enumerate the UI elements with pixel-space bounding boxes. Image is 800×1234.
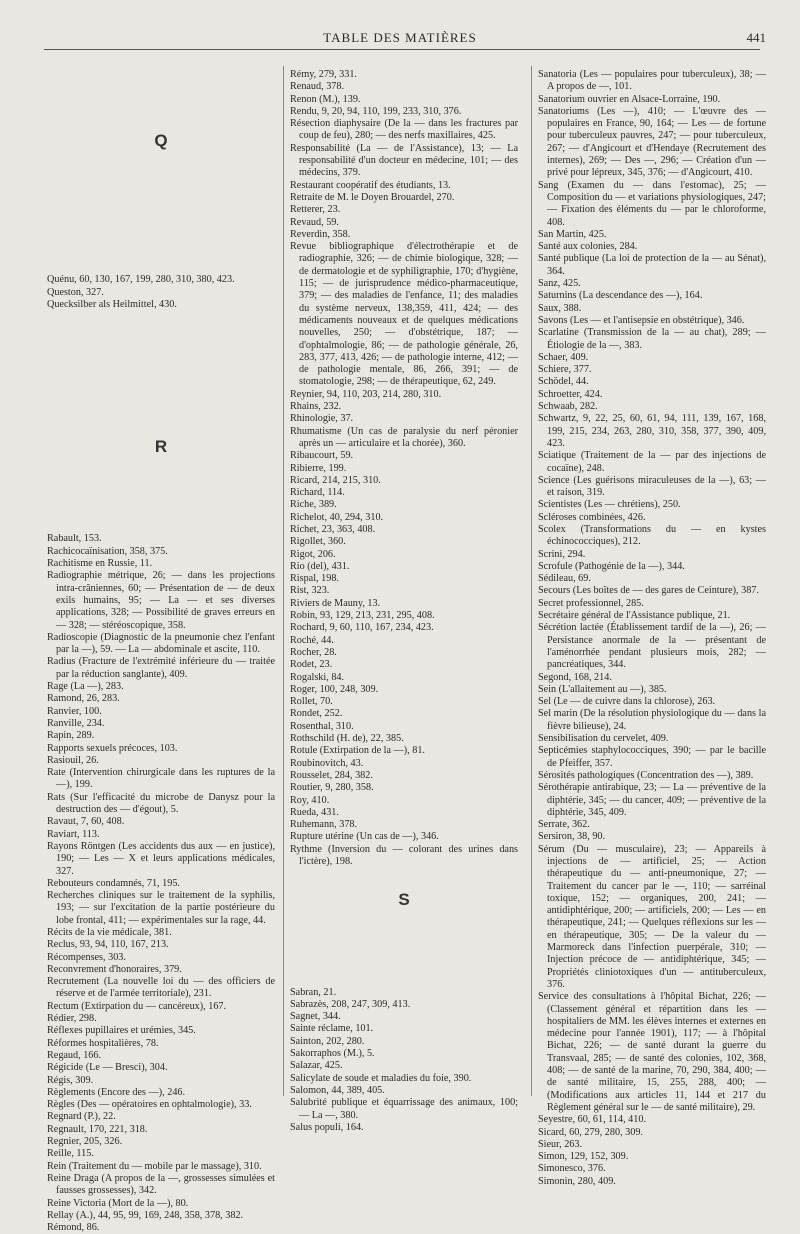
index-entry: Routier, 9, 280, 358. bbox=[290, 782, 374, 794]
section-letter-s: S bbox=[398, 890, 410, 910]
entry-list-r-continued bbox=[290, 69, 518, 868]
index-entry: Rate (Intervention chirurgicale dans les ruptures de la —), 199. bbox=[47, 767, 275, 791]
index-entry: Schwaab, 282. bbox=[538, 401, 598, 413]
index-entry: Rotule (Extirpation de la —), 81. bbox=[290, 745, 425, 757]
index-entry: Schiere, 377. bbox=[538, 364, 592, 376]
index-entry: Sabran, 21. bbox=[290, 986, 337, 998]
index-entry: Rachicocaïnisation, 358, 375. bbox=[47, 545, 168, 557]
index-entry: Santé aux colonies, 284. bbox=[538, 241, 638, 253]
index-entry: Ruhemann, 378. bbox=[290, 819, 358, 831]
index-entry: Scientistes (Les — chrétiens), 250. bbox=[538, 499, 681, 511]
index-entry: Radioscopie (Diagnostic de la pneumonie chez l'enfant par la —), 59. — La — abdominale et ascite, 110. bbox=[47, 631, 275, 656]
index-entry: Serrate, 362. bbox=[538, 819, 590, 831]
index-entry: Richelot, 40, 294, 310. bbox=[290, 511, 384, 523]
index-entry: Rats (Sur l'efficacité du microbe de Danysz pour la destruction des — d'égout), 5. bbox=[47, 791, 275, 816]
index-entry: Responsabilité (La — de l'Assistance), 13; — La responsabilité d'un docteur en médecine, 101; — des médecins, 379. bbox=[290, 142, 518, 179]
index-entry: Roger, 100, 248, 309. bbox=[290, 683, 379, 695]
index-entry: Rémy, 279, 331. bbox=[290, 69, 357, 80]
index-entry: Rousselet, 284, 382. bbox=[290, 769, 373, 781]
index-entry: Rodet, 23. bbox=[290, 659, 333, 671]
index-entry: Sanatoriums (Les —), 410; — L'œuvre des — populaires en France, 90, 164; — Les — de fortune pour tuberculeux pauvres, 247; — pour tuberculeux, 267; — d'Angicourt et d'Hendaye (Recrutement des internes), 269; — Des —, 296; — Création d'un — privé pour lépreux, 345, 376; — d'Angicourt, 410. bbox=[538, 105, 766, 179]
index-entry: Salus populi, 164. bbox=[290, 1121, 364, 1133]
index-entry: Rigot, 206. bbox=[290, 548, 336, 560]
index-entry: Salazar, 425. bbox=[290, 1060, 343, 1072]
index-entry: Radius (Fracture de l'extrémité inférieure du — traitée par la réduction sanglante), 409. bbox=[47, 656, 275, 680]
index-entry: Rédier, 298. bbox=[47, 1013, 97, 1025]
index-entry: Rueda, 431. bbox=[290, 806, 339, 818]
index-entry: Rémond, 86. bbox=[47, 1222, 100, 1234]
index-entry: Rispal, 198. bbox=[290, 573, 339, 585]
index-entry: Roché, 44. bbox=[290, 634, 334, 646]
index-entry: Schroetter, 424. bbox=[538, 388, 603, 400]
index-entry: Rhinologie, 37. bbox=[290, 413, 354, 425]
index-entry: Regaud, 166. bbox=[47, 1049, 102, 1061]
index-entry: Ranville, 234. bbox=[47, 717, 105, 729]
index-entry: Sakorraphos (M.), 5. bbox=[290, 1048, 375, 1060]
index-entry: Schödel, 44. bbox=[538, 376, 589, 388]
index-entry: Rythme (Inversion du — colorant des urines dans l'ictère), 198. bbox=[290, 843, 518, 867]
entry-list-s-continued bbox=[538, 69, 766, 1188]
index-entry: Rellay (A.), 44, 95, 99, 169, 248, 358, 378, 382. bbox=[47, 1209, 244, 1221]
column-divider bbox=[283, 66, 284, 1096]
index-entry: Regnault, 170, 221, 318. bbox=[47, 1123, 148, 1135]
index-entry: Segond, 168, 214. bbox=[538, 671, 612, 683]
index-entry: Rhumatisme (Un cas de paralysie du nerf péronier après un — articulaire et la chorée), 360. bbox=[290, 425, 518, 449]
index-entry: Rabault, 153. bbox=[47, 533, 102, 545]
index-entry: Sérum (Du — musculaire), 23; — Appareils à injections de — artificiel, 25; — Action thérapeutique du — anti-pneumonique, 27; — Traitement du cancer par le —, 110; — sarréinal toxique, 152; — organiques, 200, 241; — antidiphtérique, 200; — artificiels, 200; — Les — en thérapeutique, 241; — Quelques réflexions sur les — en thérapeutique, 305; — De la valeur du — Marmoreck dans l'infection puerpérale, 310; — Injection précoce de — antidiphtérique, 345; — Propriétés cliniotoxiques d'un — antituberculeux, 376. bbox=[538, 843, 766, 990]
index-entry: Secours (Les boîtes de — des gares de Ceinture), 387. bbox=[538, 585, 759, 597]
index-entry: Rosenthal, 310. bbox=[290, 720, 354, 732]
index-entry: Rasiouil, 26. bbox=[47, 754, 99, 766]
index-entry: Renaud, 378. bbox=[290, 81, 345, 93]
index-entry: Roubinovitch, 43. bbox=[290, 757, 364, 769]
index-entry: Roy, 410. bbox=[290, 794, 330, 806]
index-entry: Simonin, 280, 409. bbox=[538, 1175, 616, 1187]
section-letter-q: Q bbox=[154, 131, 168, 150]
index-entry: Santé publique (La loi de protection de la — au Sénat), 364. bbox=[538, 253, 766, 277]
index-entry: Richet, 23, 363, 408. bbox=[290, 523, 376, 535]
index-entry: Richard, 114. bbox=[290, 487, 345, 499]
index-entry: Raviart, 113. bbox=[47, 828, 100, 840]
index-entry: Résection diaphysaire (De la — dans les fractures par coup de feu), 280; — des nerfs maxillaires, 425. bbox=[290, 118, 518, 142]
index-entry: Rondet, 252. bbox=[290, 708, 343, 720]
index-entry: Schwartz, 9, 22, 25, 60, 61, 94, 111, 139, 167, 168, 199, 215, 234, 263, 280, 310, 358, 377, 390, 409, 423. bbox=[538, 413, 766, 449]
index-entry: Revaud, 59. bbox=[290, 216, 339, 228]
column-divider bbox=[531, 66, 532, 1096]
index-entry: Sainton, 202, 280. bbox=[290, 1035, 365, 1047]
entry-list-r bbox=[47, 533, 275, 1234]
index-entry: Ricard, 214, 215, 310. bbox=[290, 474, 381, 486]
index-entry: Rogalski, 84. bbox=[290, 671, 345, 683]
index-entry: Scrofule (Pathogénie de la —), 344. bbox=[538, 560, 685, 572]
index-entry: Service des consultations à l'hôpital Bichat, 226; — (Classement général et répartition dans les — hospitaliers de MM. les élèves internes et externes en médecine pour l'année 1901), 117; — à l'hôpital Bichat, 226; — de santé durant la guerre du Transvaal, 285; — de santé des colonies, 102, 368, 408; — de santé de la marine, 70, 290, 384, 400; — de santé militaire, 15, 255, 288, 400; — (Modifications aux articles 11, 144 et 217 du Règlement général sur le — de santé militaire), 29. bbox=[538, 991, 766, 1113]
index-column-1 bbox=[47, 69, 275, 1234]
index-entry: Radiographie métrique, 26; — dans les projections intra-crâniennes, 60; — Présentation de — de deux exils humains, 95; — La — et ses diverses applications, 328; — Possibilité de graves erreurs en — 328; — stéréoscopique, 358. bbox=[47, 570, 275, 631]
index-entry: Reine Draga (A propos de la —, grossesses simulées et fausses grossesses), 342. bbox=[47, 1172, 275, 1197]
index-entry: Reine Victoria (Mort de la —), 80. bbox=[47, 1197, 189, 1209]
index-entry: Rigollet, 360. bbox=[290, 536, 346, 548]
index-entry: Ravaut, 7, 60, 408. bbox=[47, 816, 125, 828]
index-entry: Robin, 93, 129, 213, 231, 295, 408. bbox=[290, 610, 435, 622]
index-entry: Sciatique (Traitement de la — par des injections de cocaïne), 248. bbox=[538, 450, 766, 474]
index-entry: Reynier, 94, 110, 203, 214, 280, 310. bbox=[290, 388, 442, 400]
index-entry: Sérosités pathologiques (Concentration des —), 389. bbox=[538, 769, 754, 781]
index-entry: Secrétaire général de l'Assistance publique, 21. bbox=[538, 610, 731, 622]
index-entry: Sensibilisation du cervelet, 409. bbox=[538, 733, 669, 745]
index-entry: Réformes hospitalières, 78. bbox=[47, 1037, 159, 1049]
index-entry: Salubrité publique et équarrissage des animaux, 100; — La —, 380. bbox=[290, 1097, 518, 1121]
index-entry: Sicard, 60, 279, 280, 309. bbox=[538, 1126, 643, 1138]
index-entry: Reille, 115. bbox=[47, 1148, 94, 1160]
index-entry: Seyestre, 60, 61, 114, 410. bbox=[538, 1114, 646, 1126]
index-entry: Savons (Les — et l'antisepsie en obstétrique), 346. bbox=[538, 314, 745, 326]
index-entry: Retterer, 23. bbox=[290, 204, 341, 216]
index-entry: Simon, 129, 152, 309. bbox=[538, 1151, 629, 1163]
index-entry: Sérothérapie antirabique, 23; — La — préventive de la diphtérie, 345; — du cancer, 409; — préventive de la diphtérie, 345, 409. bbox=[538, 782, 766, 818]
index-entry: Rocher, 28. bbox=[290, 646, 337, 658]
index-entry: Rothschild (H. de), 22, 385. bbox=[290, 733, 404, 745]
index-entry: Rendu, 9, 20, 94, 110, 199, 233, 310, 376. bbox=[290, 105, 462, 117]
section-letter-r: R bbox=[154, 437, 168, 457]
index-entry: Quénu, 60, 130, 167, 199, 280, 310, 380, 423. bbox=[47, 274, 235, 286]
index-entry: Rist, 323. bbox=[290, 585, 330, 597]
index-entry: Regnard (P.), 22. bbox=[47, 1111, 116, 1123]
index-entry: Recrutement (La nouvelle loi du — des officiers de réserve et de l'armée territoriale), 231. bbox=[47, 976, 275, 1000]
index-entry: Rollet, 70. bbox=[290, 696, 333, 708]
page-number: 441 bbox=[746, 30, 766, 45]
index-entry: Queston, 327. bbox=[47, 286, 104, 298]
entry-list-s bbox=[290, 987, 518, 1135]
index-entry: Sanatorium ouvrier en Alsace-Lorraine, 190. bbox=[538, 93, 721, 105]
index-entry: Sersiron, 38, 90. bbox=[538, 831, 606, 843]
index-column-2 bbox=[290, 69, 518, 1134]
index-entry: Sabrazès, 208, 247, 309, 413. bbox=[290, 998, 411, 1010]
index-entry: Scarlatine (Transmission de la — au chat), 289; — Étiologie de la —, 383. bbox=[538, 327, 766, 351]
index-entry: Sieur, 263. bbox=[538, 1138, 583, 1150]
index-entry: Septicémies staphylococciques, 390; — par le bacille de Pfeiffer, 357. bbox=[538, 745, 766, 769]
index-entry: Ramond, 26, 283. bbox=[47, 693, 120, 705]
index-entry: Scrini, 294. bbox=[538, 548, 586, 560]
index-entry: Régicide (Le — Bresci), 304. bbox=[47, 1062, 168, 1074]
index-entry: Renon (M.), 139. bbox=[290, 93, 361, 105]
index-entry: Rein (Traitement du — mobile par le massage), 310. bbox=[47, 1160, 262, 1172]
index-entry: Revue bibliographique d'électrothérapie et de radiographie, 326; — de chimie biologique, 328; — de dermatologie et de syphiligraphie, 170; d'hygiène, 115; — de jurisprudence médico-pharmaceutique, 379; — des maladies de l'enfance, 11; des maladies du système nerveux, 138,359, 411, 424; — des médicaments nouveaux et de quelques médications nouvelles, 250; — d'obstétrique, 187; — d'ophtalmologie, 86; — de pathologie générale, 26, 283, 377, 413, 426; — de pathologie interne, 412; — de pathologie mentale, 86, 266, 391; — de stomatologie, 298; — de thérapeutique, 62, 249. bbox=[290, 241, 518, 388]
index-entry: Rage (La —), 283. bbox=[47, 681, 124, 693]
index-entry: Règlements (Encore des —), 246. bbox=[47, 1086, 186, 1098]
index-entry: Sédileau, 69. bbox=[538, 573, 591, 585]
index-entry: Saux, 388. bbox=[538, 302, 582, 314]
index-entry: Rochard, 9, 60, 110, 167, 234, 423. bbox=[290, 622, 434, 634]
index-entry: Recherches cliniques sur le traitement de la syphilis, 193; — sur l'excitation de la partie postérieure du lobe frontal, 411; — expérimentales sur la rage, 44. bbox=[47, 890, 275, 926]
index-entry: Rupture utérine (Un cas de —), 346. bbox=[290, 831, 439, 843]
index-entry: Récits de la vie médicale, 381. bbox=[47, 926, 172, 938]
index-entry: Scléroses combinées, 426. bbox=[538, 511, 646, 523]
index-entry: Saturnins (La descendance des —), 164. bbox=[538, 290, 703, 302]
index-entry: Rectum (Extirpation du — cancéreux), 167. bbox=[47, 1000, 227, 1012]
index-entry: Sel (Le — de cuivre dans la chlorose), 263. bbox=[538, 696, 716, 708]
index-entry: Salicylate de soude et maladies du foie, 390. bbox=[290, 1072, 472, 1084]
index-entry: Sang (Examen du — dans l'estomac), 25; — Composition du — et variations physiologiques, 247; — Fixation des éléments du — par le chloroforme, 408. bbox=[538, 179, 766, 228]
index-entry: Réflexes pupillaires et urémies, 345. bbox=[47, 1025, 196, 1037]
index-entry: Sel marin (De la résolution physiologique du — dans la fièvre bilieuse), 24. bbox=[538, 708, 766, 732]
index-entry: Riviers de Mauny, 13. bbox=[290, 597, 381, 609]
index-entry: San Martin, 425. bbox=[538, 228, 607, 240]
index-entry: Sanatoria (Les — populaires pour tuberculeux), 38; — A propos de —, 101. bbox=[538, 69, 766, 93]
index-entry: Ranvier, 100. bbox=[47, 705, 102, 717]
page-header-title: TABLE DES MATIÈRES bbox=[323, 30, 477, 45]
index-entry: Rapin, 289. bbox=[47, 730, 95, 742]
index-entry: Sagnet, 344. bbox=[290, 1011, 341, 1023]
index-entry: Scolex (Transformations du — en kystes échinococciques), 212. bbox=[538, 523, 766, 548]
index-entry: Sanz, 425. bbox=[538, 278, 581, 290]
index-entry: Retraite de M. le Doyen Brouardel, 270. bbox=[290, 191, 455, 203]
index-entry: Schaer, 409. bbox=[538, 351, 589, 363]
index-entry: Régis, 309. bbox=[47, 1074, 94, 1086]
index-entry: Rayons Röntgen (Les accidents dus aux — en justice), 190; — Les — X et leurs applications médicales, 327. bbox=[47, 840, 275, 877]
index-entry: Rapports sexuels précoces, 103. bbox=[47, 742, 178, 754]
index-entry: Reclus, 93, 94, 110, 167, 213. bbox=[47, 939, 169, 951]
index-entry: Sein (L'allaitement au —), 385. bbox=[538, 683, 667, 695]
index-entry: Regnier, 205, 326. bbox=[47, 1136, 123, 1148]
index-entry: Science (Les guérisons miraculeuses de la —), 63; — et raison, 319. bbox=[538, 474, 766, 499]
index-entry: Quecksilber als Heilmittel, 430. bbox=[47, 298, 177, 310]
index-entry: Sécrétion lactée (Établissement tardif de la —), 26; — Persistance anormale de la — présentant de l'aménorrhée pendant plusieurs mois, 282; — pancréatiques, 344. bbox=[538, 622, 766, 671]
header-rule bbox=[44, 49, 760, 50]
index-entry: Rio (del), 431. bbox=[290, 560, 350, 572]
index-entry: Sainte réclame, 101. bbox=[290, 1023, 374, 1035]
entry-list-q bbox=[47, 274, 275, 311]
index-entry: Ribierre, 199. bbox=[290, 462, 347, 474]
index-entry: Riche, 389. bbox=[290, 499, 337, 511]
index-entry: Reconvrement d'honoraires, 379. bbox=[47, 963, 182, 975]
index-entry: Simonesco, 376. bbox=[538, 1163, 606, 1175]
index-entry: Salomon, 44, 389, 405. bbox=[290, 1084, 385, 1096]
index-entry: Récompenses, 303. bbox=[47, 951, 126, 963]
index-entry: Rachitisme en Russie, 11. bbox=[47, 558, 153, 570]
index-entry: Règles (Des — opératoires en ophtalmologie), 33. bbox=[47, 1099, 252, 1111]
index-entry: Restaurant coopératif des étudiants, 13. bbox=[290, 179, 451, 191]
index-entry: Ribaucourt, 59. bbox=[290, 450, 354, 462]
index-entry: Rebouteurs condamnés, 71, 195. bbox=[47, 877, 180, 889]
index-column-3 bbox=[538, 69, 766, 1188]
index-entry: Reverdin, 358. bbox=[290, 228, 351, 240]
index-entry: Rhains, 232. bbox=[290, 401, 342, 413]
index-entry: Secret professionnel, 285. bbox=[538, 597, 644, 609]
